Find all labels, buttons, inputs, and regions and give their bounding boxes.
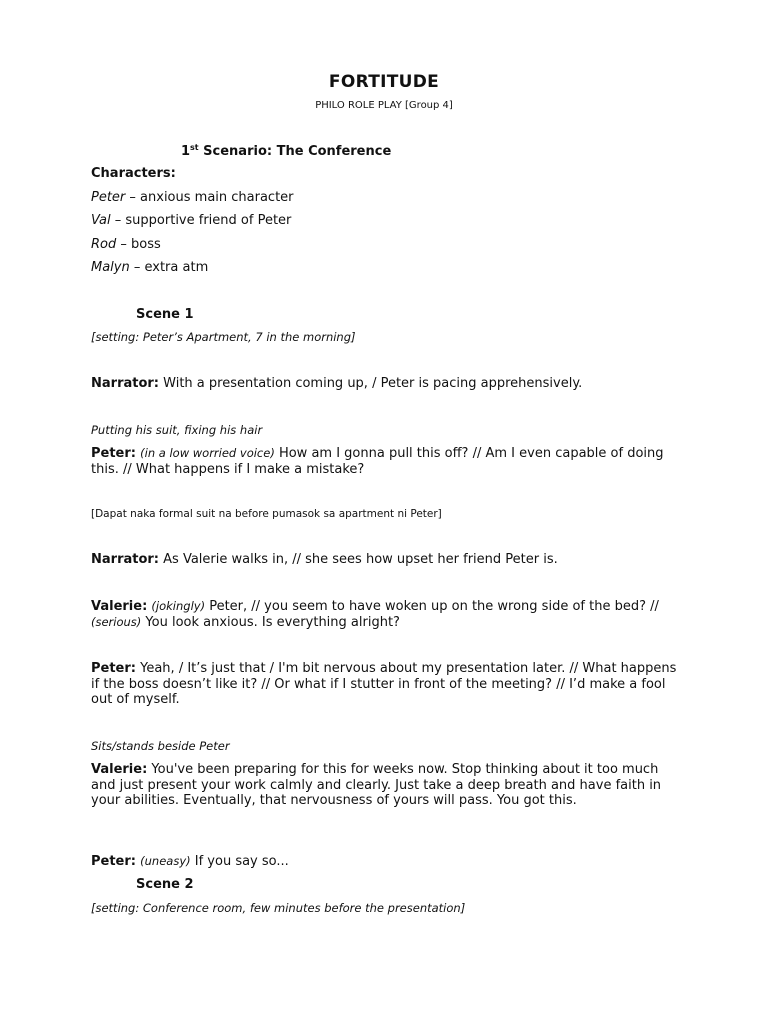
scene-1-heading: Scene 1 — [136, 307, 194, 322]
dialogue-peter-2 — [91, 661, 681, 708]
speaker-label: Valerie: — [91, 762, 148, 777]
dialogue-peter-3 — [91, 854, 681, 870]
character-desc: – anxious main character — [125, 190, 294, 205]
scenario-ordinal-suffix: st — [190, 143, 199, 152]
scene-2-setting: [setting: Conference room, few minutes before the presentation] — [91, 901, 466, 915]
dialogue-text: As Valerie walks in, // she sees how upset her friend Peter is. — [159, 552, 558, 567]
dialogue-valerie-2 — [91, 762, 681, 809]
speaker-label: Narrator: — [91, 552, 160, 567]
stage-note: (jokingly) — [151, 599, 206, 613]
dialogue-text: You've been preparing for this for weeks now. Stop thinking about it too much and just present your work calmly and clearly. Just take a deep breath and have faith in your abilities. Eventually, that nervousness of yours will pass. You got this. — [91, 762, 662, 808]
dialogue-valerie-1 — [91, 599, 681, 630]
character-desc: – supportive friend of Peter — [110, 213, 292, 228]
character-desc: – extra atm — [129, 260, 209, 275]
stage-direction-2: Sits/stands beside Peter — [91, 739, 230, 753]
document-title: FORTITUDE — [328, 72, 440, 92]
scene-1-setting: [setting: Peter’s Apartment, 7 in the morning] — [91, 330, 356, 344]
character-item — [91, 190, 294, 206]
character-name: Malyn — [91, 260, 130, 275]
dialogue-narrator-2 — [91, 552, 681, 568]
stage-direction-1: Putting his suit, fixing his hair — [91, 423, 263, 437]
dialogue-text: You look anxious. Is everything alright? — [141, 614, 400, 630]
characters-heading: Characters: — [91, 166, 176, 181]
dialogue-text: With a presentation coming up, / Peter is pacing apprehensively. — [159, 376, 583, 391]
stage-note: (serious) — [91, 614, 142, 629]
stage-note: (in a low worried voice) — [140, 446, 275, 460]
scenario-heading — [181, 143, 391, 159]
character-name: Val — [91, 213, 111, 228]
speaker-label: Peter: — [91, 446, 136, 461]
dialogue-peter-1 — [91, 446, 681, 477]
dialogue-text: If you say so... — [190, 854, 289, 869]
character-desc: – boss — [116, 237, 161, 252]
stage-note: (uneasy) — [140, 854, 191, 868]
scenario-title: Scenario: The Conference — [198, 144, 392, 159]
character-name: Peter — [91, 190, 126, 205]
dialogue-text: Peter, // you seem to have woken up on the wrong side of the bed? // — [205, 599, 659, 614]
speaker-label: Peter: — [91, 661, 136, 676]
speaker-label: Valerie: — [91, 599, 148, 614]
dialogue-text: Yeah, / It’s just that / I'm bit nervous about my presentation later. // What happens if the boss doesn’t like it? // Or what if I stutter in front of the meeting? // I’d make a fool out of myself. — [91, 661, 677, 707]
dialogue-narrator-1 — [91, 376, 681, 392]
document-subtitle: PHILO ROLE PLAY [Group 4] — [315, 100, 453, 111]
character-item — [91, 213, 291, 229]
character-name: Rod — [91, 237, 117, 252]
dialogue-text: How am I gonna pull this off? // Am I even capable of doing this. // What happens if I make a mistake? — [91, 446, 664, 477]
scenario-ordinal: 1 — [181, 144, 191, 159]
speaker-label: Peter: — [91, 854, 136, 869]
character-item — [91, 237, 161, 253]
production-note: [Dapat naka formal suit na before pumasok sa apartment ni Peter] — [91, 508, 442, 520]
speaker-label: Narrator: — [91, 376, 160, 391]
character-item — [91, 260, 208, 276]
scene-2-heading: Scene 2 — [136, 877, 194, 892]
